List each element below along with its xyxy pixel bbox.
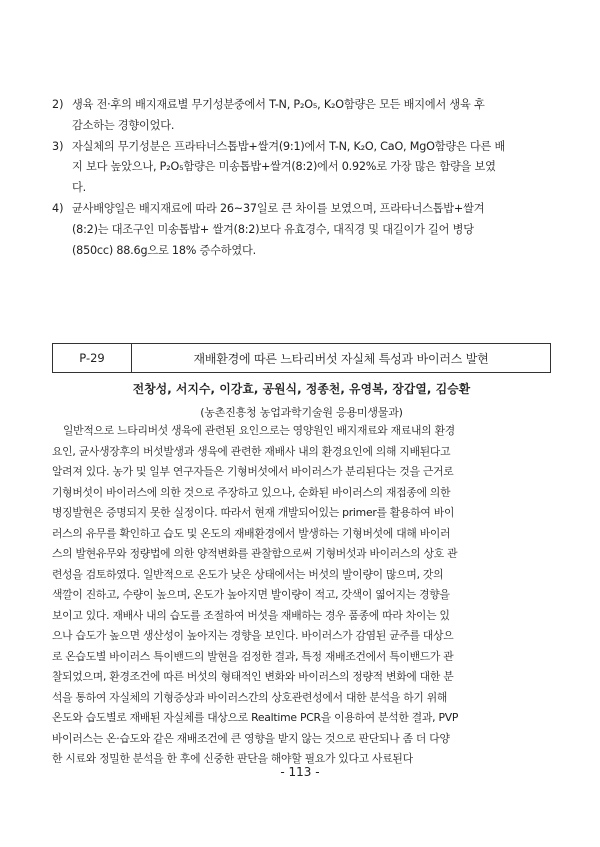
result-text: [72, 95, 562, 137]
result-item-2: [52, 95, 562, 137]
result-line: 생육 전·후의 배지재료별 무기성분중에서 T-N, P₂O₅, K₂O함량은 모든 배지에서 생육 후: [72, 98, 485, 111]
body-line: 색깔이 진하고, 수량이 높으며, 온도가 높아지면 발이량이 적고, 갓색이 엷어지는 경향을: [52, 588, 450, 601]
body-line: 한 시료와 정밀한 분석을 한 후에 신중한 판단을 해야할 필요가 있다고 사료된다: [52, 752, 413, 765]
result-line: (8:2)는 대조구인 미송톱밥+ 쌀겨(8:2)보다 유효경수, 대직경 및 대길이가 길어 병당: [72, 222, 474, 236]
body-line: 으나 습도가 높으면 생산성이 높아지는 경향을 보인다. 바이러스가 감염된 균주를 대상으: [52, 629, 454, 642]
result-text: [72, 137, 562, 199]
result-line: (850cc) 88.6g으로 18% 증수하였다.: [72, 243, 256, 257]
body-line: 요인, 균사생장후의 버섯발생과 생육에 관련한 재배사 내의 환경요인에 의해 지배된다고: [52, 444, 451, 458]
body-line: 일반적으로 느타리버섯 생육에 관련된 요인으로는 영양원인 배지재료와 재료내의 환경: [63, 424, 455, 437]
body-line: 병징발현은 증명되지 못한 실정이다. 따라서 현재 개발되어있는 primer를 활용하여 바이: [52, 506, 455, 519]
body-line: 석을 통하여 자실체의 기형증상과 바이러스간의 상호관련성에서 대한 분석을 하기 위해: [52, 690, 448, 704]
body-line: 찰되었으며, 환경조건에 따른 버섯의 형태적인 변화와 바이러스의 정량적 변화에 대한 분: [52, 670, 454, 683]
results-list: [52, 95, 562, 261]
result-number: 2): [52, 98, 64, 111]
body-line: 로 온습도별 바이러스 특이밴드의 발현을 검정한 결과, 특정 재배조건에서 특이밴드가 관: [52, 649, 454, 663]
body-line: 기형버섯이 바이러스에 의한 것으로 주장하고 있으나, 순화된 바이러스의 재접종에 의한: [52, 485, 451, 499]
result-number: 4): [52, 201, 64, 215]
result-line: 감소하는 경향이었다.: [72, 118, 175, 132]
body-line: 알려져 있다. 농가 및 일부 연구자들은 기형버섯에서 바이러스가 분리된다는 것을 근거로: [52, 465, 454, 478]
abstract-title: 재배환경에 따른 느타리버섯 자실체 특성과 바이러스 발현: [132, 344, 551, 372]
result-number: 3): [52, 139, 64, 153]
abstract-header: [52, 343, 551, 373]
result-line: 다.: [72, 181, 86, 195]
abstract-body: [52, 421, 551, 770]
body-line: 바이러스는 온·습도와 같은 재배조건에 큰 영향을 받지 않는 것으로 판단되나 좀 더 다양: [52, 731, 450, 745]
body-line: 러스의 유무를 확인하고 습도 및 온도의 재배환경에서 발생하는 기형버섯에 대해 바이러: [52, 526, 451, 540]
abstract-authors: 전창성, 서지수, 이강효, 공원식, 정종천, 유영복, 장갑열, 김승환: [132, 382, 471, 396]
body-line: 련성을 검토하였다. 일반적으로 온도가 낮은 상태에서는 버섯의 발이량이 많으며, 갓의: [52, 567, 444, 581]
body-line: 온도와 습도별로 재배된 자실체를 대상으로 Realtime PCR을 이용하여 분석한 결과, PVP: [52, 711, 459, 724]
result-line: 균사배양일은 배지재료에 따라 26~37일로 큰 차이를 보였으며, 프라타너스톱밥+쌀겨: [72, 201, 485, 215]
abstract-affiliation: (농촌진흥청 농업과학기술원 응용미생물과): [200, 406, 403, 419]
result-item-3: [52, 137, 562, 199]
result-line: 지 보다 높았으나, P₂O₅함량은 미송톱밥+쌀겨(8:2)에서 0.92%로 가장 많은 함량을 보였: [72, 160, 496, 174]
result-text: [72, 199, 562, 261]
body-line: 보이고 있다. 재배사 내의 습도를 조절하여 버섯을 재배하는 경우 품종에 따라 차이는 있: [52, 608, 450, 622]
body-line: 스의 발현유무와 정량법에 의한 양적변화를 관찰함으로써 기형버섯과 바이러스의 상호 관: [52, 547, 458, 560]
abstract-id: P-29: [52, 344, 132, 372]
result-item-4: [52, 199, 562, 261]
result-line: 자실체의 무기성분은 프라타너스톱밥+쌀겨(9:1)에서 T-N, K₂O, CaO, MgO함량은 다른 배: [72, 139, 506, 153]
page-number: - 113 -: [280, 765, 320, 779]
